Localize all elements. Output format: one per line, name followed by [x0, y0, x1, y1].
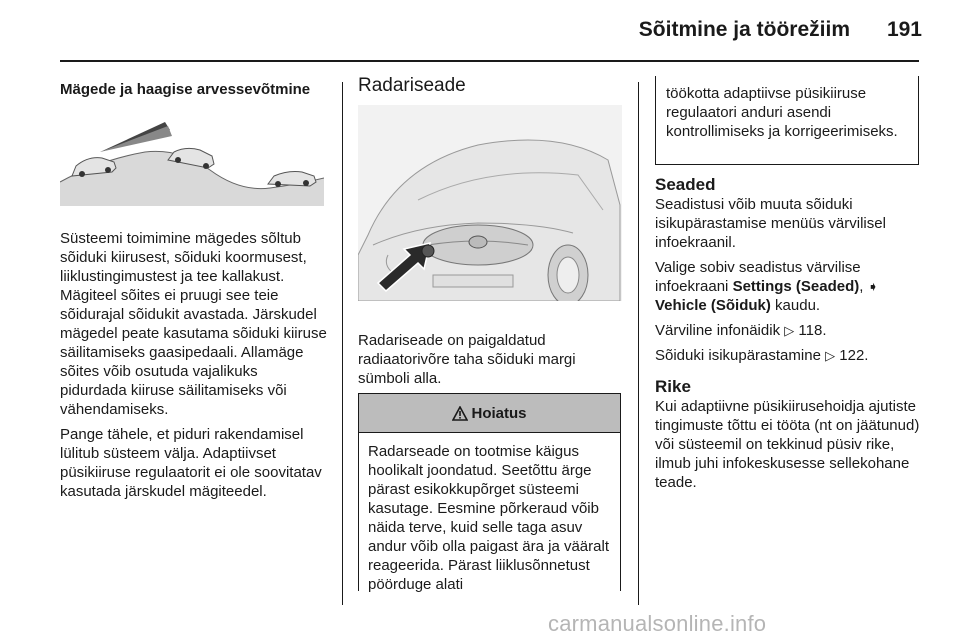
page-reference-icon: ▷	[825, 348, 836, 363]
middle-column	[358, 76, 624, 394]
page-reference-icon: ▷	[784, 323, 795, 338]
column-divider-right	[638, 82, 639, 605]
warning-title: Hoiatus	[471, 404, 527, 422]
warning-header	[359, 394, 620, 433]
warning-triangle-icon	[452, 406, 468, 421]
radar-caption: Radariseade on paigaldatud radiaatorivõre taha sõiduki margi sümboli alla.	[358, 332, 576, 387]
settings-menu-label: Settings (Seaded)	[732, 278, 860, 295]
menu-arrow-icon: ➧	[867, 279, 879, 294]
header-rule	[60, 60, 919, 62]
right-column	[655, 175, 923, 498]
page-number: 191	[886, 18, 922, 41]
vehicle-menu-label: Vehicle (Sõiduk)	[655, 297, 771, 314]
reference-personalization[interactable]: Sõiduki isikupärastamine ▷ 122.	[655, 347, 869, 364]
column-divider-left	[342, 82, 343, 605]
warning-text: Radarseade on tootmise käigus hoolikalt joondatud. Seetõttu ärge pärast esikokkupõrget süsteemi kasutage. Eesmine põrkeraud võib näida terve, kuid selle taga asuv andur võib olla paigast ära ja vääralt reageerida. Pärast liiklusõnnetust pöörduge alati	[368, 443, 609, 593]
hills-paragraph-1: Süsteemi toimimine mägedes sõltub sõiduki kiirusest, sõiduki koormusest, liiklustingimustest ja tee kallakust. Mägiteel sõites ei pruugi see teie sõidurajal sõidukit avastada. Järskudel mägedel peate kasutama sõiduki kiiruse säilitamiseks gaasipedaali. Allamäge sõites võib osutuda vajalikuks pidurdada kiiruse säilitamiseks või vähendamiseks.	[60, 230, 327, 418]
radar-heading: Radariseade	[358, 75, 466, 96]
fault-heading: Rike	[655, 377, 691, 396]
hills-heading: Mägede ja haagise arvessevõtmine	[60, 81, 311, 98]
warning-box	[358, 393, 621, 591]
settings-paragraph-1: Seadistusi võib muuta sõiduki isikupärastamise menüüs värvilisel infoekraanil.	[655, 196, 886, 251]
fault-paragraph: Kui adaptiivne püsikiirusehoidja ajutiste tingimuste tõttu ei tööta (nt on jäätunud) või süsteemil on tekkinud püsiv rike, ilmub juhi infokeskusesse sellekohane teade.	[655, 398, 920, 491]
hill-cars-illustration	[60, 112, 324, 206]
watermark-text: carmanualsonline.info	[548, 611, 767, 636]
page-header-title: Sõitmine ja töörežiim	[638, 18, 850, 41]
hills-paragraph-2: Pange tähele, et piduri rakendamisel lülitub süsteem välja. Adaptiivset püsikiiruse regulaatorit ei ole soovitatav kasutada järskudel mägiteedel.	[60, 426, 322, 500]
radar-car-illustration	[358, 105, 622, 301]
continued-warning-box: töökotta adaptiivse püsikiiruse regulaatori anduri asendi kontrollimiseks ja korrigeerimiseks.	[655, 76, 919, 165]
settings-paragraph-2: Valige sobiv seadistus värvilise infoekraani Settings (Seaded), ➧ Vehicle (Sõiduk) kaudu.	[655, 259, 879, 314]
left-column	[60, 80, 328, 507]
settings-heading: Seaded	[655, 175, 716, 194]
reference-infodisplay[interactable]: Värviline infonäidik ▷ 118.	[655, 322, 827, 339]
